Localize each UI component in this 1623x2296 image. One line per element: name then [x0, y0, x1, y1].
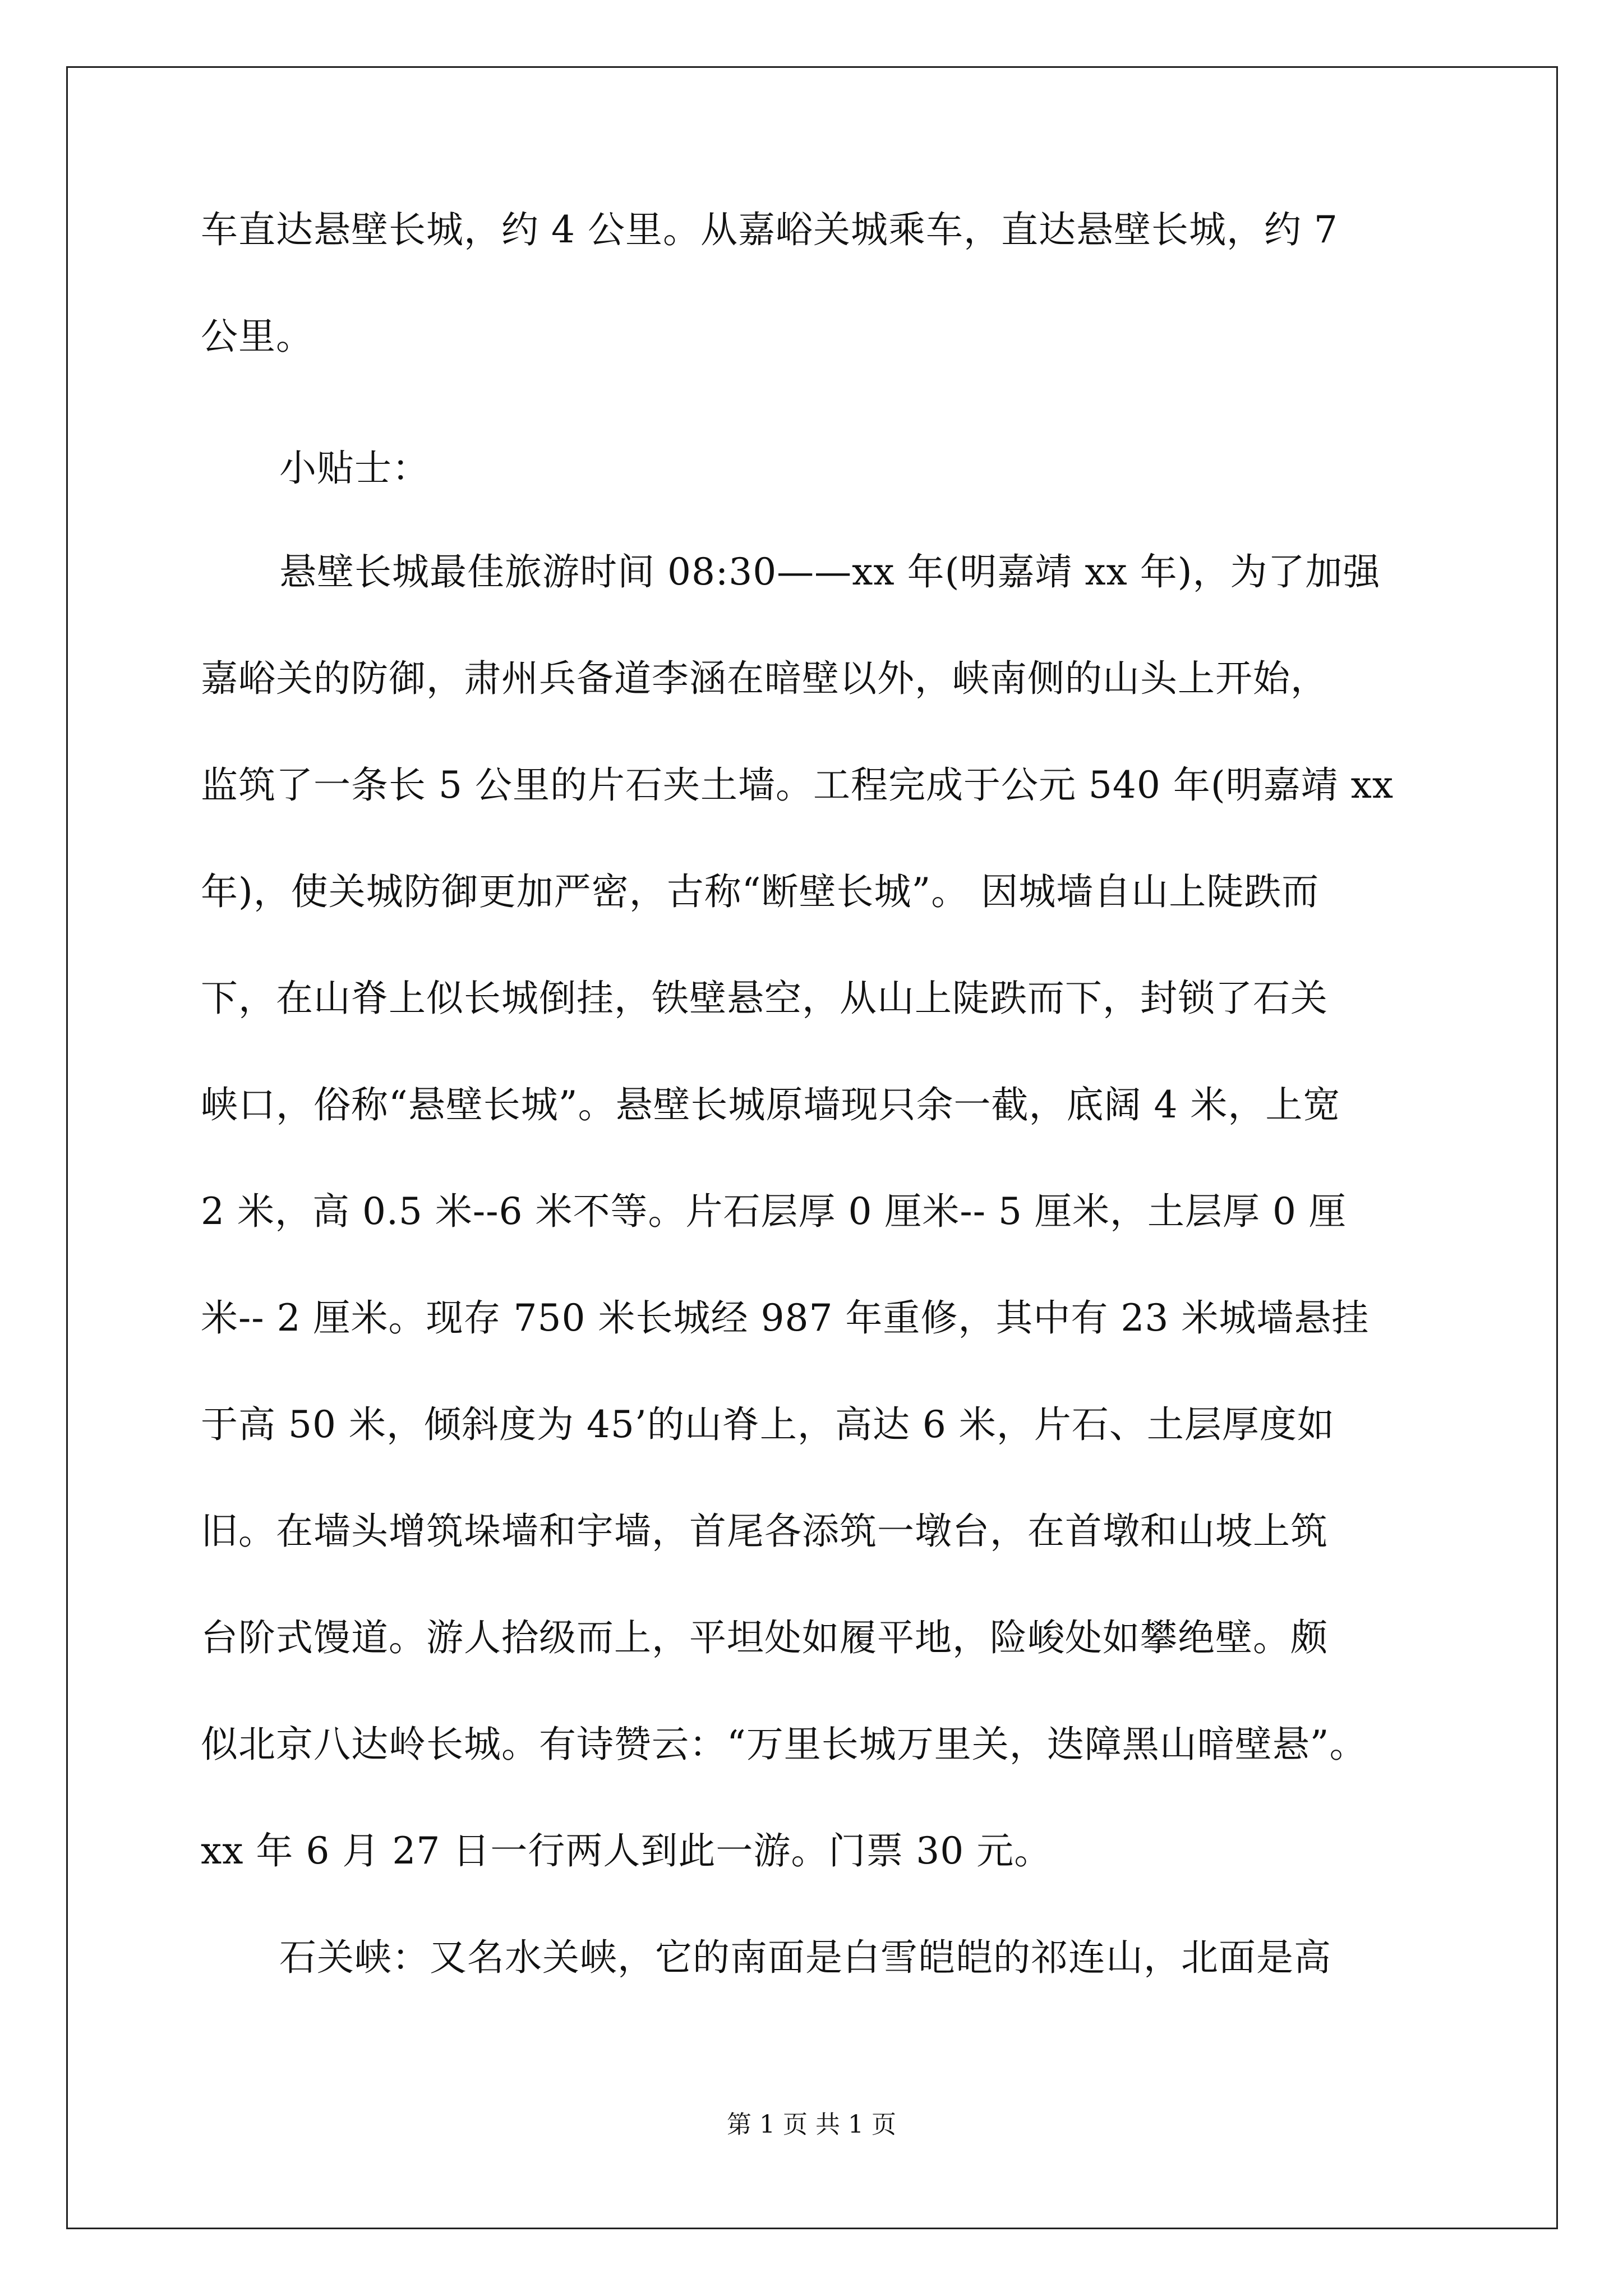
text-line: 年)，使关城防御更加严密，古称“断壁长城”。 因城墙自山上陡跌而	[201, 870, 1320, 913]
text-line: 嘉峪关的防御，肃州兵备道李涵在暗壁以外，峡南侧的山头上开始，	[201, 657, 1328, 700]
text-line: 似北京八达岭长城。有诗赞云：“万里长城万里关，迭障黑山暗壁悬”。	[201, 1723, 1367, 1766]
text-line: 监筑了一条长 5 公里的片石夹土墙。工程完成于公元 540 年(明嘉靖 xx	[201, 763, 1394, 807]
text-line: 旧。在墙头增筑垛墙和宇墙，首尾各添筑一墩台，在首墩和山坡上筑	[201, 1510, 1328, 1553]
text-line: 峡口，俗称“悬壁长城”。悬壁长城原墙现只余一截，底阔 4 米，上宽	[201, 1083, 1341, 1126]
text-line: 悬壁长城最佳旅游时间 08:30——xx 年(明嘉靖 xx 年)，为了加强	[279, 550, 1381, 593]
text-line: 2 米，高 0.5 米--6 米不等。片石层厚 0 厘米-- 5 厘米，土层厚 0 厘	[201, 1190, 1347, 1233]
text-line: 下，在山脊上似长城倒挂，铁壁悬空，从山上陡跌而下，封锁了石关	[201, 977, 1328, 1020]
page-number-footer: 第 1 页 共 1 页	[727, 2110, 896, 2139]
text-line: 于高 50 米，倾斜度为 45’的山脊上，高达 6 米，片石、土层厚度如	[201, 1403, 1335, 1446]
text-line: 公里。	[201, 315, 313, 358]
tips-heading: 小贴士：	[279, 447, 430, 490]
text-line: 米-- 2 厘米。现存 750 米长城经 987 年重修，其中有 23 米城墙悬挂	[201, 1296, 1370, 1340]
text-line: 车直达悬壁长城，约 4 公里。从嘉峪关城乘车，直达悬壁长城，约 7	[201, 208, 1338, 251]
text-line: 石关峡：又名水关峡，它的南面是白雪皑皑的祁连山，北面是高	[279, 1936, 1331, 1979]
page-border	[66, 66, 1558, 2229]
text-line: xx 年 6 月 27 日一行两人到此一游。门票 30 元。	[201, 1829, 1052, 1872]
text-line: 台阶式馒道。游人拾级而上，平坦处如履平地，险峻处如攀绝壁。颇	[201, 1616, 1328, 1659]
